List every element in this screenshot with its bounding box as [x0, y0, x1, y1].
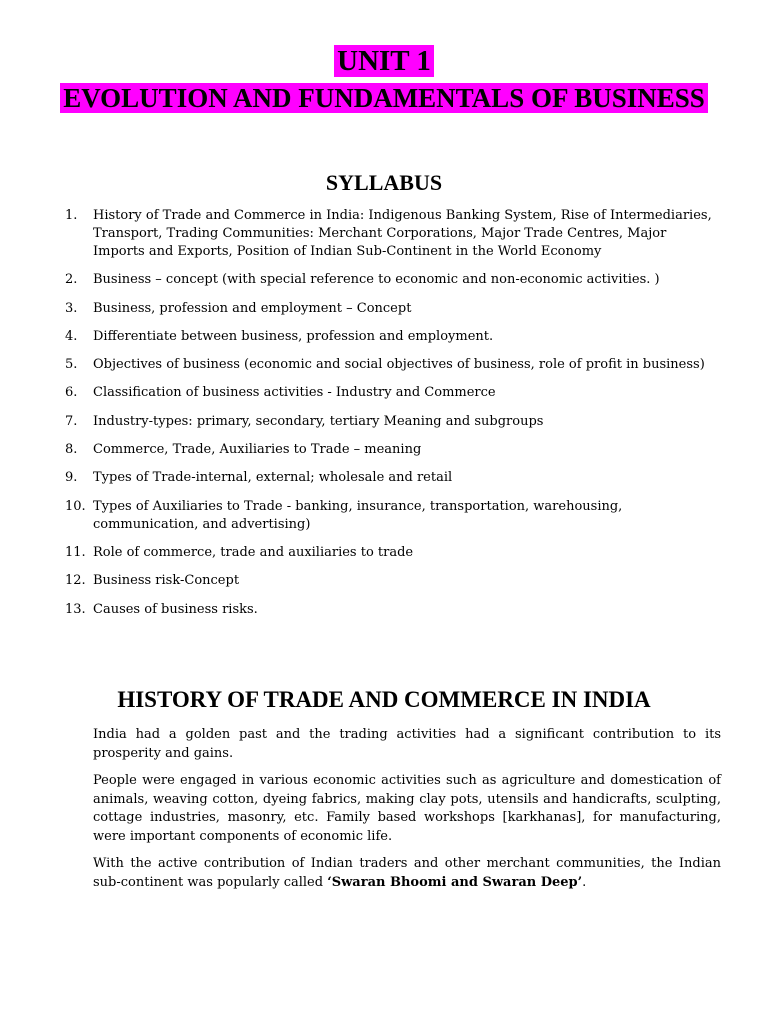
- syllabus-item-text: Business risk-Concept: [93, 573, 240, 589]
- syllabus-item-text: Business, profession and employment – Concept: [93, 300, 412, 316]
- syllabus-item-text: Differentiate between business, profession and employment.: [93, 328, 494, 344]
- syllabus-item-number: 10.: [65, 498, 86, 514]
- history-paragraph-3-text: With the active contribution of Indian traders and other merchant communities, the Indian sub-continent was popularly called: [93, 856, 721, 890]
- syllabus-item-text: Causes of business risks.: [93, 601, 258, 617]
- syllabus-item: [60, 544, 720, 562]
- syllabus-item-number: 4.: [65, 328, 78, 344]
- syllabus-list: [60, 207, 720, 629]
- syllabus-item-text: Types of Trade-internal, external; wholesale and retail: [93, 470, 453, 486]
- unit-label-text: UNIT 1: [334, 45, 434, 77]
- history-paragraph-3-end: .: [582, 874, 587, 890]
- syllabus-item-text: Role of commerce, trade and auxiliaries to trade: [93, 544, 414, 560]
- syllabus-item: [60, 413, 720, 431]
- syllabus-item-text: Types of Auxiliaries to Trade - banking, insurance, transportation, warehousing, communication, and advertising): [93, 498, 623, 532]
- syllabus-item-text: Industry-types: primary, secondary, tertiary Meaning and subgroups: [93, 413, 544, 429]
- syllabus-item: [60, 271, 720, 289]
- syllabus-item-text: History of Trade and Commerce in India: Indigenous Banking System, Rise of Intermediaries, Transport, Trading Communities: Merchant Corporations, Major Trade Centres, Major Imports and Exports, Position of Indian Sub-Continent in the World Economy: [93, 208, 712, 259]
- syllabus-item-text: Classification of business activities - Industry and Commerce: [93, 385, 496, 401]
- syllabus-item-text: Business – concept (with special reference to economic and non-economic activities. ): [93, 272, 660, 288]
- history-paragraph-2: People were engaged in various economic activities such as agriculture and domestication of animals, weaving cotton, dyeing fabrics, making clay pots, utensils and handicrafts, sculpting, cottage industries, masonry, etc. Family based workshops [karkhanas], for manufacturing, were important components of economic life.: [93, 773, 721, 844]
- syllabus-item-number: 3.: [65, 300, 78, 316]
- syllabus-item: [60, 328, 720, 346]
- unit-title-heading: [0, 81, 768, 115]
- syllabus-item-number: 7.: [65, 413, 78, 429]
- history-paragraph-3: [93, 855, 721, 892]
- syllabus-item: [60, 300, 720, 318]
- syllabus-item-number: 11.: [65, 544, 86, 560]
- syllabus-item-number: 6.: [65, 385, 78, 401]
- history-paragraph-1: India had a golden past and the trading activities had a significant contribution to its prosperity and gains.: [93, 727, 721, 761]
- syllabus-item-number: 1.: [65, 208, 78, 223]
- syllabus-item-number: 5.: [65, 357, 78, 373]
- syllabus-item-number: 2.: [65, 272, 78, 288]
- syllabus-item: [60, 207, 720, 261]
- syllabus-item: [60, 572, 720, 590]
- syllabus-item: [60, 356, 720, 374]
- syllabus-item-text: Commerce, Trade, Auxiliaries to Trade – meaning: [93, 442, 422, 458]
- syllabus-item: [60, 469, 720, 487]
- syllabus-item-number: 13.: [65, 601, 86, 617]
- syllabus-item: [60, 601, 720, 619]
- syllabus-heading: SYLLABUS: [325, 170, 443, 195]
- syllabus-item-number: 8.: [65, 442, 78, 458]
- history-paragraph-3-emphasis: ‘Swaran Bhoomi and Swaran Deep’: [327, 874, 583, 890]
- unit-title-text: EVOLUTION AND FUNDAMENTALS OF BUSINESS: [60, 83, 708, 113]
- syllabus-item: [60, 441, 720, 459]
- syllabus-item-text: Objectives of business (economic and social objectives of business, role of profit in business): [93, 357, 705, 373]
- syllabus-item-number: 9.: [65, 470, 78, 486]
- history-heading: HISTORY OF TRADE AND COMMERCE IN INDIA: [117, 687, 651, 712]
- syllabus-item: [60, 384, 720, 402]
- syllabus-item: [60, 498, 720, 534]
- syllabus-item-number: 12.: [65, 573, 86, 589]
- history-body: [93, 726, 721, 901]
- unit-label-heading: [0, 44, 768, 78]
